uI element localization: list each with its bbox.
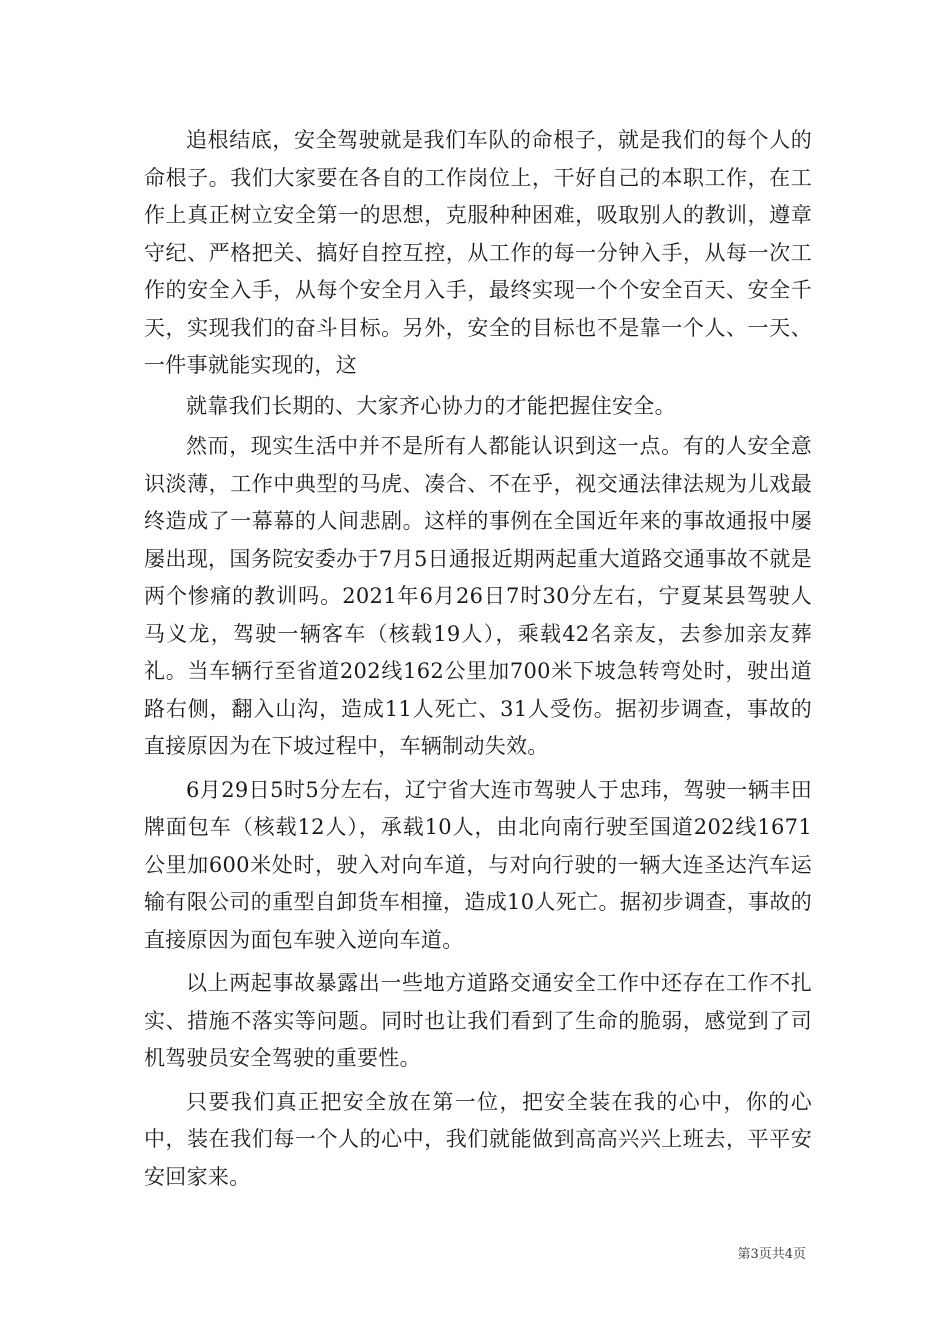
paragraph: 6月29日5时5分左右，辽宁省大连市驾驶人于忠玮，驾驶一辆丰田牌面包车（核载12人），承载10人，由北向南行驶至国道202线1671公里加600米处时，驶入对向车道，与对向行驶的一辆大连圣达汽车运输有限公司的重型自卸货车相撞，造成10人死亡。据初步调查，事故的直接原因为面包车驶入逆向车道。 <box>144 777 812 952</box>
paragraph: 以上两起事故暴露出一些地方道路交通安全工作中还存在工作不扎实、措施不落实等问题。同时也让我们看到了生命的脆弱，感觉到了司机驾驶员安全驾驶的重要性。 <box>144 971 812 1070</box>
paragraph: 追根结底，安全驾驶就是我们车队的命根子，就是我们的每个人的命根子。我们大家要在各自的工作岗位上，干好自己的本职工作，在工作上真正树立安全第一的思想，克服种种困难，吸取别人的教训，遵章守纪、严格把关、搞好自控互控，从工作的每一分钟入手，从每一次工作的安全入手，从每个安全月入手，最终实现一个个安全百天、安全千天，实现我们的奋斗目标。另外，安全的目标也不是靠一个人、一天、一件事就能实现的，这 <box>144 128 812 377</box>
paragraph: 就靠我们长期的、大家齐心协力的才能把握住安全。 <box>186 393 676 418</box>
paragraph: 然而，现实生活中并不是所有人都能认识到这一点。有的人安全意识淡薄，工作中典型的马虎、凑合、不在乎，视交通法律法规为儿戏最终造成了一幕幕的人间悲剧。这样的事例在全国近年来的事故通报中屡屡出现，国务院安委办于7月5日通报近期两起重大道路交通事故不就是两个惨痛的教训吗。2021年6月26日7时30分左右，宁夏某县驾驶人马义龙，驾驶一辆客车（核载19人），乘载42名亲友，去参加亲友葬礼。当车辆行至省道202线162公里加700米下坡急转弯处时，驶出道路右侧，翻入山沟，造成11人死亡、31人受伤。据初步调查，事故的直接原因为在下坡过程中，车辆制动失效。 <box>144 434 812 758</box>
document-body <box>144 122 812 1196</box>
page-number-footer: 第3页共4页 <box>737 1247 806 1262</box>
paragraph: 只要我们真正把安全放在第一位，把安全装在我的心中，你的心中，装在我们每一个人的心中，我们就能做到高高兴兴上班去，平平安安回家来。 <box>144 1089 812 1189</box>
